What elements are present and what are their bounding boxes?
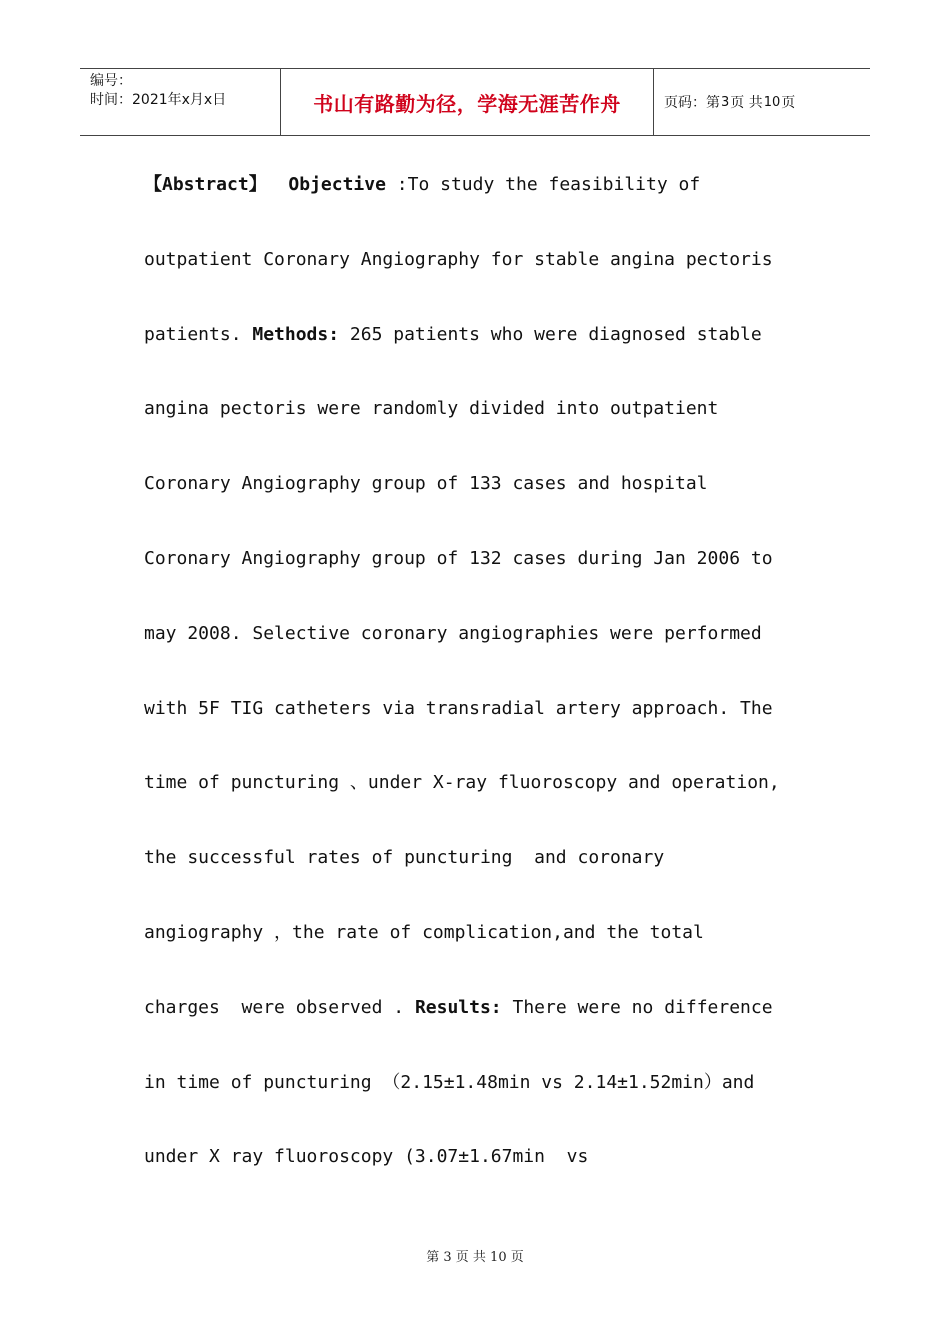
abstract-line-4: angina pectoris were randomly divided into outpatient: [144, 398, 719, 420]
page-footer: 第 3 页 共 10 页: [426, 1250, 524, 1265]
abstract-label: 【Abstract】: [144, 174, 267, 195]
page-mid: 页 共: [730, 95, 763, 111]
line12-rest: There were no difference: [501, 996, 773, 1018]
abstract-body: [144, 171, 844, 1218]
abstract-line-2: outpatient Coronary Angiography for stable angina pectoris: [144, 248, 773, 270]
page-current: 3: [721, 94, 730, 110]
results-label: Results:: [414, 996, 502, 1018]
line12-start: charges were observed .: [144, 996, 415, 1018]
header-meta: [80, 69, 281, 135]
methods-label: Methods:: [252, 323, 340, 345]
date-label: 时间：2021年x月x日: [90, 92, 227, 108]
abstract-line-12: [144, 994, 844, 1069]
abstract-line-5: Coronary Angiography group of 133 cases and hospital: [144, 473, 708, 495]
objective-label: Objective: [288, 174, 386, 195]
line1-text: :To study the feasibility of: [385, 174, 701, 195]
header-motto: 书山有路勤为径，学海无涯苦作舟: [281, 69, 654, 135]
abstract-line-14: under X ray fluoroscopy (3.07±1.67min vs: [144, 1146, 589, 1168]
header-page-info: [654, 69, 870, 135]
number-label: 编号：: [90, 73, 132, 89]
abstract-line-6: Coronary Angiography group of 132 cases during Jan 2006 to: [144, 547, 773, 569]
page-prefix: 页码：第: [664, 95, 720, 111]
abstract-line-9: time of puncturing 、under X-ray fluoroscopy and operation,: [144, 772, 780, 794]
document-header: [80, 68, 870, 136]
line3-rest: 265 patients who were diagnosed stable: [339, 323, 762, 345]
page-total: 10: [763, 94, 781, 110]
abstract-line-10: the successful rates of puncturing and coronary: [144, 847, 665, 869]
page-suffix: 页: [781, 95, 796, 111]
abstract-line-8: with 5F TIG catheters via transradial artery approach. The: [144, 697, 773, 719]
abstract-line-13: in time of puncturing （2.15±1.48min vs 2.14±1.52min）and: [144, 1071, 755, 1093]
abstract-line-3: [144, 321, 844, 396]
abstract-line-1: [144, 171, 844, 246]
abstract-line-7: may 2008. Selective coronary angiographies were performed: [144, 622, 762, 644]
abstract-line-11: angiography ，the rate of complication,and the total: [144, 921, 704, 943]
line3-start: patients.: [144, 323, 253, 345]
